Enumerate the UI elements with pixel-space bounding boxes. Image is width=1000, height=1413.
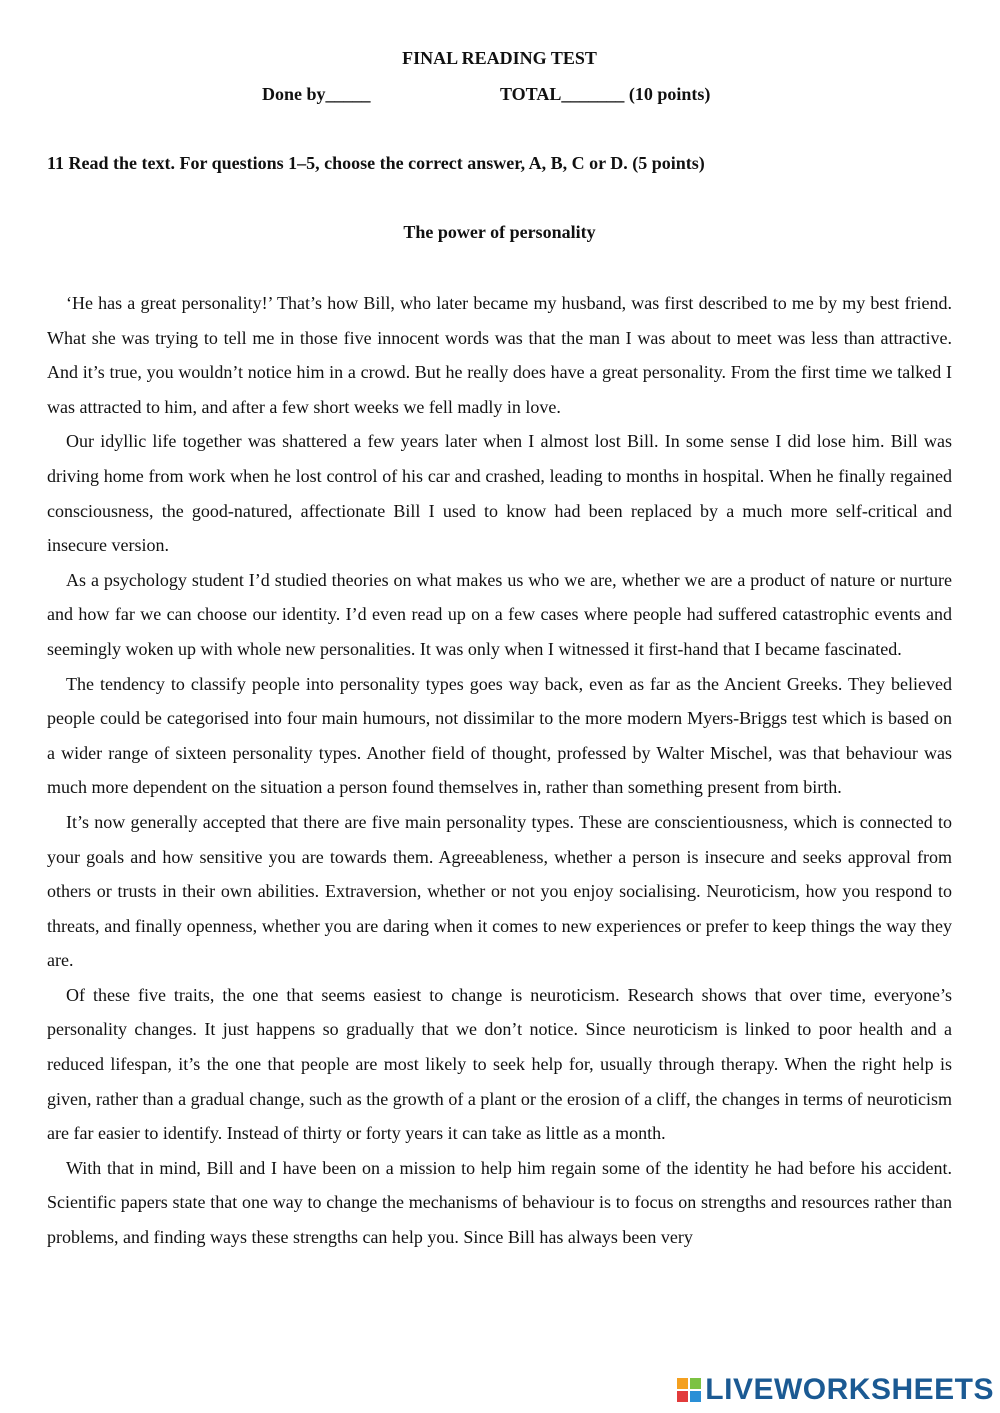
done-by-field: Done by_____ bbox=[262, 84, 371, 104]
article-body bbox=[47, 286, 952, 1255]
liveworksheets-logo-icon bbox=[677, 1378, 701, 1402]
paragraph: ‘He has a great personality!’ That’s how Bill, who later became my husband, was first described to me by my best friend. What she was trying to tell me in those five innocent words was that the man I was about to meet was less than attractive. And it’s true, you wouldn’t notice him in a crowd. But he really does have a great personality. From the first time we talked I was attracted to him, and after a few short weeks we fell madly in love. bbox=[47, 293, 952, 417]
watermark-text: LIVEWORKSHEETS bbox=[705, 1373, 994, 1406]
total-field: TOTAL_______ (10 points) bbox=[500, 84, 711, 104]
paragraph: With that in mind, Bill and I have been on a mission to help him regain some of the identity he had before his accident. Scientific papers state that one way to change the mechanisms of behaviour is to focus on strengths and resources rather than problems, and finding ways these strengths can help you. Since Bill has always been very bbox=[47, 1157, 952, 1248]
liveworksheets-watermark bbox=[677, 1373, 994, 1407]
page-title: FINAL READING TEST bbox=[402, 48, 597, 68]
task-instruction: 11 Read the text. For questions 1–5, choose the correct answer, A, B, C or D. (5 points) bbox=[47, 153, 705, 173]
paragraph: Our idyllic life together was shattered a few years later when I almost lost Bill. In some sense I did lose him. Bill was driving home from work when he lost control of his car and crashed, leading to months in hospital. When he finally regained consciousness, the good-natured, affectionate Bill I used to know had been replaced by a much more self-critical and insecure version. bbox=[47, 431, 952, 556]
paragraph: The tendency to classify people into personality types goes way back, even as far as the Ancient Greeks. They believed people could be categorised into four main humours, not dissimilar to the more modern Myers-Briggs test which is based on a wider range of sixteen personality types. Another field of thought, professed by Walter Mischel, was that behaviour was much more dependent on the situation a person found themselves in, rather than something present from birth. bbox=[47, 673, 952, 798]
paragraph: It’s now generally accepted that there are five main personality types. These are conscientiousness, which is connected to your goals and how sensitive you are towards them. Agreeableness, whether a person is insecure and seeks approval from others or trusts in their own abilities. Extraversion, whether or not you enjoy socialising. Neuroticism, how you respond to threats, and finally openness, whether you are daring when it comes to new experiences or prefer to keep things the way they are. bbox=[47, 811, 952, 971]
paragraph: Of these five traits, the one that seems easiest to change is neuroticism. Research shows that over time, everyone’s personality changes. It just happens so gradually that we don’t notice. Since neuroticism is linked to poor health and a reduced lifespan, it’s the one that people are most likely to seek help for, usually through therapy. When the right help is given, rather than a gradual change, such as the growth of a plant or the erosion of a cliff, the changes in terms of neuroticism are far easier to identify. Instead of thirty or forty years it can take as little as a month. bbox=[47, 984, 952, 1144]
paragraph: As a psychology student I’d studied theories on what makes us who we are, whether we are a product of nature or nurture and how far we can choose our identity. I’d even read up on a few cases where people had suffered catastrophic events and seemingly woken up with whole new personalities. It was only when I witnessed it first-hand that I became fascinated. bbox=[47, 569, 952, 659]
article-title: The power of personality bbox=[403, 222, 596, 242]
